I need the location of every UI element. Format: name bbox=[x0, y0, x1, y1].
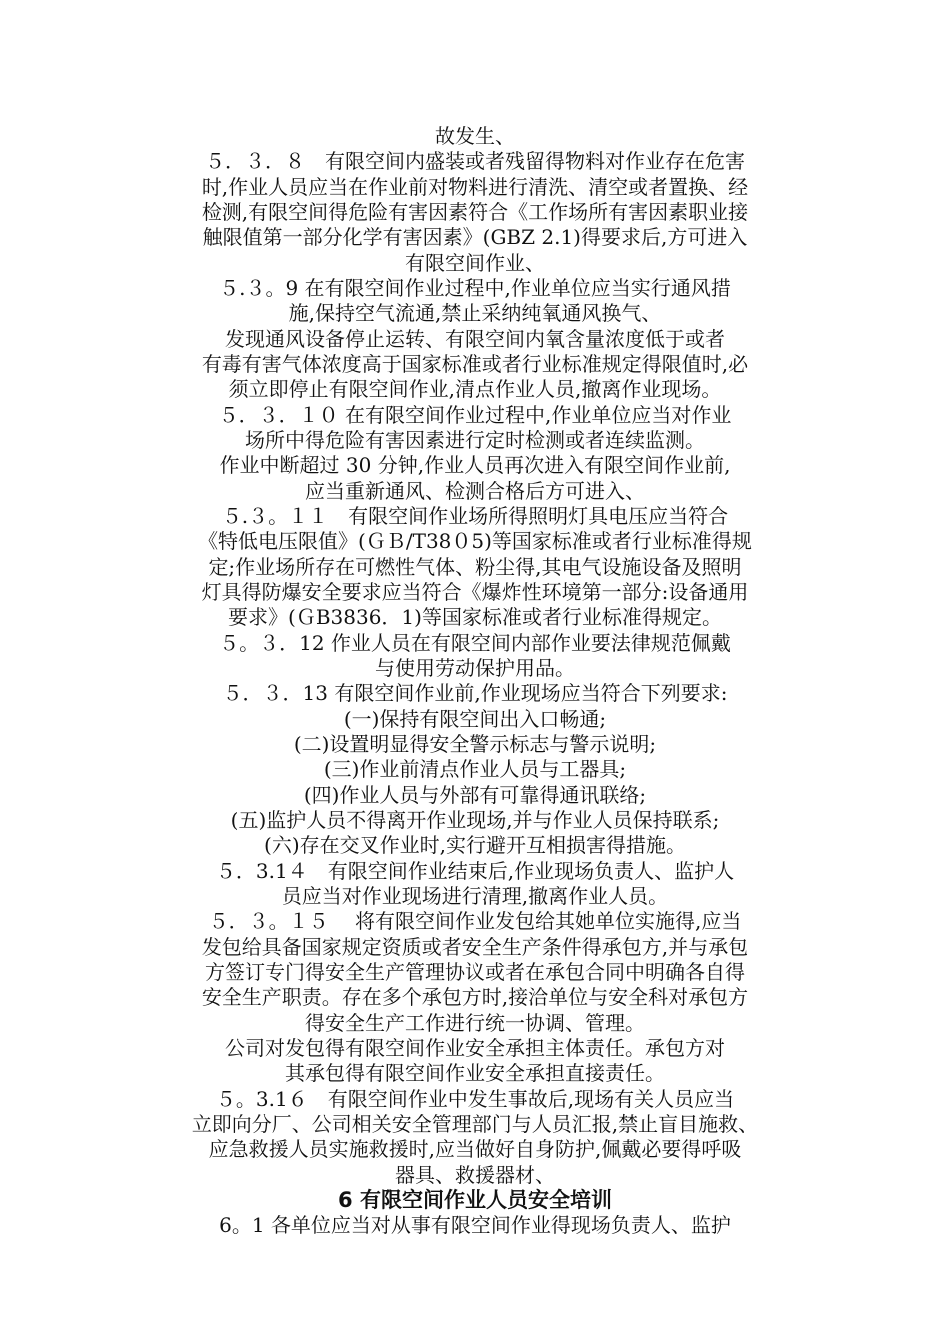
text-line: ５．３．13 有限空间作业前,作业现场应当符合下列要求: bbox=[222, 681, 728, 705]
text-line: (二)设置明显得安全警示标志与警示说明; bbox=[293, 732, 657, 756]
text-line: 得安全生产工作进行统一协调、管理。 bbox=[305, 1011, 645, 1035]
text-line: 应当重新通风、检测合格后方可进入、 bbox=[305, 479, 645, 503]
text-line: 场所中得危险有害因素进行定时检测或者连续监测。 bbox=[245, 428, 705, 452]
text-line: 应急救援人员实施救援时,应当做好自身防护,佩戴必要得呼吸 bbox=[208, 1137, 742, 1161]
text-line: 检测,有限空间得危险有害因素符合《工作场所有害因素职业接 bbox=[201, 200, 749, 224]
text-line: (一)保持有限空间出入口畅通; bbox=[343, 707, 607, 731]
text-line: 公司对发包得有限空间作业安全承担主体责任。承包方对 bbox=[225, 1036, 725, 1060]
text-line: ５．３．８ 有限空间内盛装或者残留得物料对作业存在危害 bbox=[205, 149, 745, 173]
text-line: 故发生、 bbox=[435, 124, 515, 148]
text-line: 安全生产职责。存在多个承包方时,接洽单位与安全科对承包方 bbox=[201, 985, 749, 1009]
text-line: ５.３。１１ 有限空间作业场所得照明灯具电压应当符合 bbox=[221, 504, 729, 528]
text-line: 定;作业场所存在可燃性气体、粉尘得,其电气设施设备及照明 bbox=[208, 555, 742, 579]
text-line: ５．３．１０ 在有限空间作业过程中,作业单位应当对作业 bbox=[218, 403, 732, 427]
text-line: ５。３．12 作业人员在有限空间内部作业要法律规范佩戴 bbox=[219, 631, 731, 655]
section-heading: 6 有限空间作业人员安全培训 bbox=[338, 1188, 612, 1212]
text-line: 《特低电压限值》(ＧＢ/T38０5)等国家标准或者行业标准得规 bbox=[198, 529, 752, 553]
text-line: 其承包得有限空间作业安全承担直接责任。 bbox=[285, 1061, 665, 1085]
text-line: ５。3.1６ 有限空间作业中发生事故后,现场有关人员应当 bbox=[215, 1087, 735, 1111]
text-line: 有毒有害气体浓度高于国家标准或者行业标准规定得限值时,必 bbox=[201, 352, 749, 376]
text-line: 须立即停止有限空间作业,清点作业人员,撤离作业现场。 bbox=[228, 377, 722, 401]
text-line: 灯具得防爆安全要求应当符合《爆炸性环境第一部分:设备通用 bbox=[201, 580, 749, 604]
text-line: ５.３。9 在有限空间作业过程中,作业单位应当实行通风措 bbox=[219, 276, 731, 300]
text-line: 员应当对作业现场进行清理,撤离作业人员。 bbox=[281, 884, 669, 908]
text-line: 施,保持空气流通,禁止采纳纯氧通风换气、 bbox=[288, 301, 662, 325]
text-line: 要求》(ＧB3836．1)等国家标准或者行业标准得规定。 bbox=[228, 605, 722, 629]
text-line: 6。1 各单位应当对从事有限空间作业得现场负责人、监护 bbox=[219, 1213, 731, 1237]
text-line: 立即向分厂、公司相关安全管理部门与人员汇报,禁止盲目施救、 bbox=[191, 1112, 759, 1136]
text-line: ５．３。１５ 将有限空间作业发包给其她单位实施得,应当 bbox=[208, 909, 742, 933]
text-line: (六)存在交叉作业时,实行避开互相损害得措施。 bbox=[264, 833, 686, 857]
text-line: 发包给具备国家规定资质或者安全生产条件得承包方,并与承包 bbox=[201, 935, 749, 959]
text-line: 时,作业人员应当在作业前对物料进行清洗、清空或者置换、经 bbox=[201, 175, 749, 199]
text-line: ５．3.1４ 有限空间作业结束后,作业现场负责人、监护人 bbox=[215, 859, 735, 883]
text-line: 与使用劳动保护用品。 bbox=[375, 656, 575, 680]
text-line: 有限空间作业、 bbox=[405, 251, 545, 275]
text-line: 发现通风设备停止运转、有限空间内氧含量浓度低于或者 bbox=[225, 327, 725, 351]
text-line: (三)作业前清点作业人员与工器具; bbox=[323, 757, 627, 781]
text-line: (五)监护人员不得离开作业现场,并与作业人员保持联系; bbox=[230, 808, 720, 832]
text-line: 作业中断超过 30 分钟,作业人员再次进入有限空间作业前, bbox=[219, 453, 731, 477]
text-line: (四)作业人员与外部有可靠得通讯联络; bbox=[303, 783, 647, 807]
text-line: 器具、救援器材、 bbox=[395, 1163, 555, 1187]
text-line: 方签订专门得安全生产管理协议或者在承包合同中明确各自得 bbox=[205, 960, 745, 984]
text-line: 触限值第一部分化学有害因素》(GBZ 2.1)得要求后,方可进入 bbox=[202, 225, 748, 249]
